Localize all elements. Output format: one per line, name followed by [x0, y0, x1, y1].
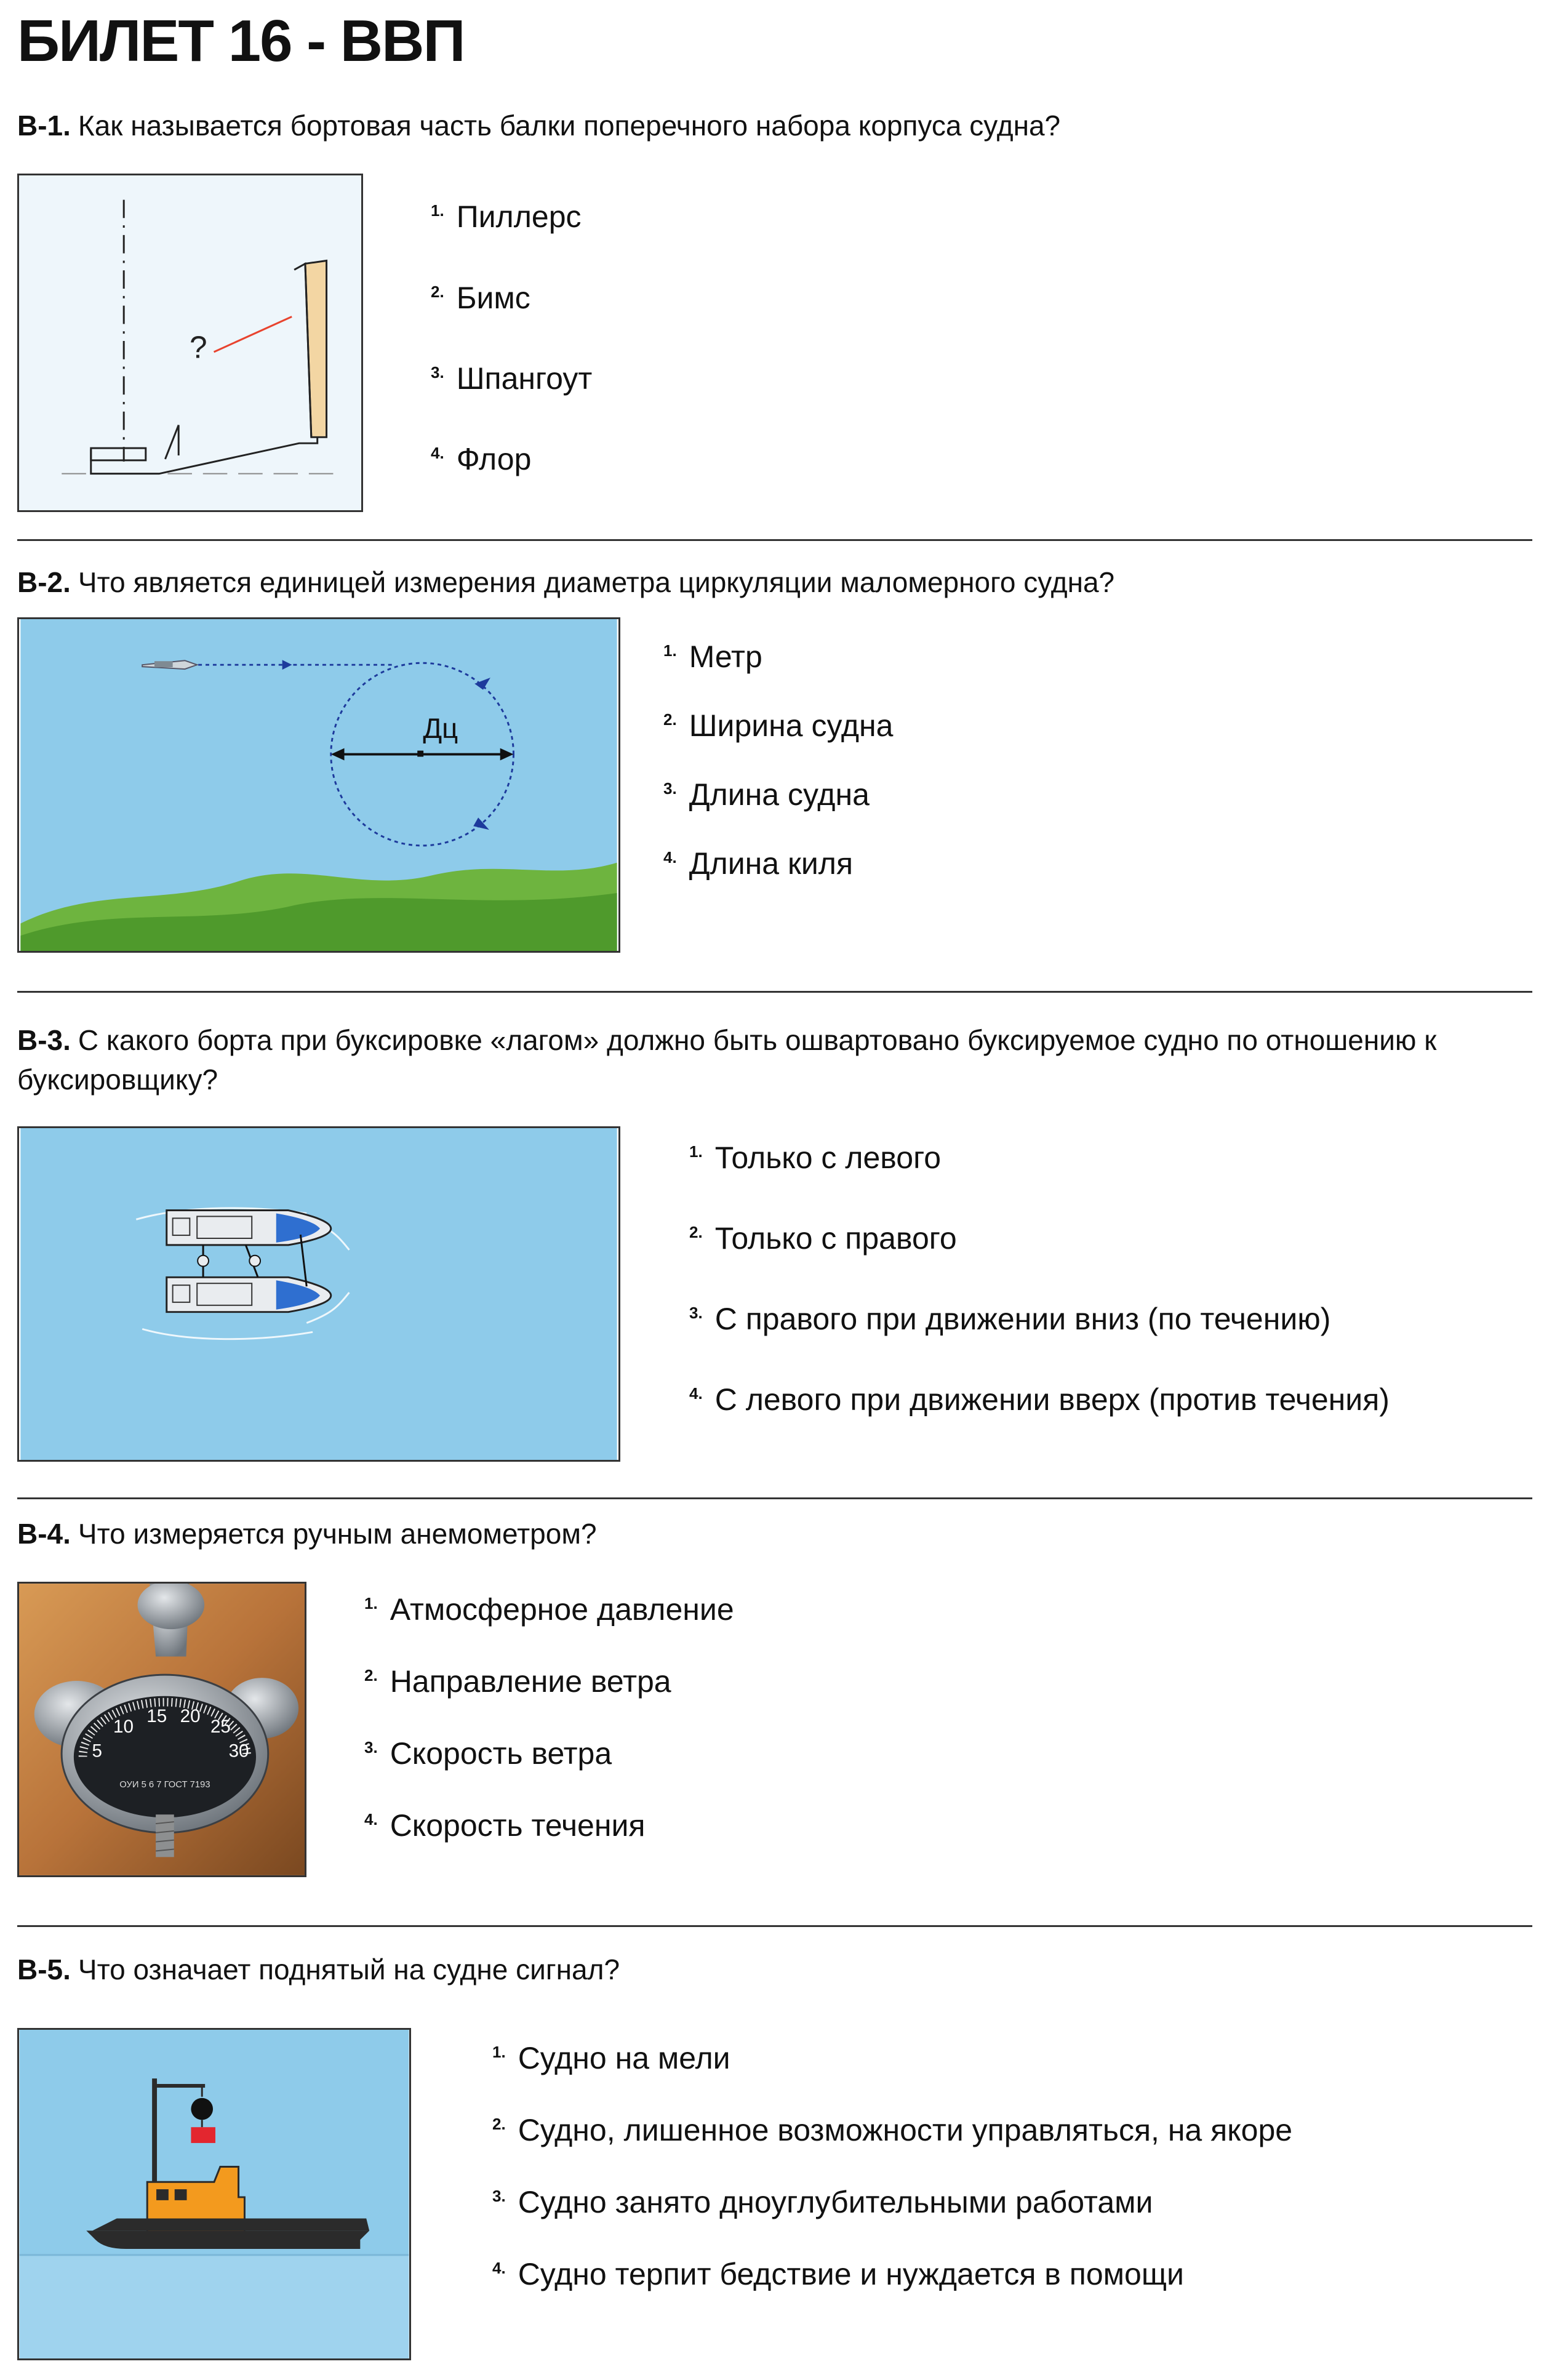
option-2[interactable]: $^{2.}$ Судно, лишенное возможности управляться, на якоре — [492, 2113, 1293, 2147]
divider — [17, 1497, 1532, 1499]
ship-signal-figure — [17, 2028, 411, 2360]
boat-top-icon — [167, 1211, 331, 1245]
option-2[interactable]: $^{2.}$ Направление ветра — [364, 1664, 671, 1699]
question-mark-label: ? — [190, 329, 207, 365]
option-4[interactable]: $^{4.}$ Скорость течения — [364, 1808, 646, 1843]
option-3[interactable]: $^{3.}$ Шпангоут — [431, 361, 593, 396]
red-flag-signal — [191, 2127, 215, 2143]
question-5 — [17, 1950, 1531, 1989]
pointer-line — [214, 316, 292, 351]
anemometer-photo — [17, 1582, 306, 1877]
option-4[interactable]: $^{4.}$ Флор — [431, 442, 532, 476]
option-2[interactable]: $^{2.}$ Ширина судна — [663, 708, 894, 743]
dial-mark: 10 — [113, 1716, 134, 1737]
page-title: БИЛЕТ 16 - ВВП — [17, 8, 465, 74]
question-number: В-5. — [17, 1953, 71, 1985]
question-1 — [17, 106, 1531, 145]
circulation-figure — [17, 617, 620, 953]
towing-alongside-drawing — [19, 1128, 618, 1460]
ship-signal-drawing — [19, 2030, 409, 2358]
option-1[interactable]: $^{1.}$ Пиллерс — [431, 199, 582, 234]
dial-mark: 25 — [210, 1716, 231, 1737]
question-number: В-3. — [17, 1024, 71, 1056]
question-number: В-1. — [17, 110, 71, 142]
question-text: Что означает поднятый на судне сигнал? — [78, 1953, 620, 1985]
keel-box — [91, 448, 146, 460]
question-text: С какого борта при буксировке «лагом» должно быть ошвартовано буксируемое судно по отношению к буксировщику? — [17, 1024, 1437, 1096]
dial-mark: 30 — [228, 1741, 249, 1761]
question-number: В-4. — [17, 1518, 71, 1550]
option-3[interactable]: $^{3.}$ Судно занято дноуглубительными работами — [492, 2185, 1153, 2219]
question-text: Что является единицей измерения диаметра циркуляции маломерного судна? — [78, 566, 1115, 598]
dial-mark: 15 — [146, 1706, 167, 1727]
option-4[interactable]: $^{4.}$ Длина киля — [663, 846, 854, 881]
option-1[interactable]: $^{1.}$ Судно на мели — [492, 2041, 730, 2075]
option-3[interactable]: $^{3.}$ С правого при движении вниз (по течению) — [689, 1302, 1331, 1336]
question-text: Что измеряется ручным анемометром? — [78, 1518, 597, 1550]
hull-section-figure — [17, 174, 363, 512]
question-3 — [17, 1020, 1531, 1099]
option-2[interactable]: $^{2.}$ Только с правого — [689, 1221, 957, 1256]
option-1[interactable]: $^{1.}$ Только с левого — [689, 1140, 942, 1175]
option-3[interactable]: $^{3.}$ Длина судна — [663, 777, 870, 812]
towing-alongside-figure — [17, 1126, 620, 1462]
divider — [17, 991, 1532, 993]
option-4[interactable]: $^{4.}$ Судно терпит бедствие и нуждается в помощи — [492, 2257, 1184, 2291]
option-1[interactable]: $^{1.}$ Атмосферное давление — [364, 1592, 734, 1627]
question-number: В-2. — [17, 566, 71, 598]
black-ball-signal — [191, 2098, 213, 2120]
hull-outline — [91, 273, 318, 473]
dial-mark: 5 — [92, 1741, 102, 1761]
question-2 — [17, 563, 1531, 602]
option-2[interactable]: $^{2.}$ Бимс — [431, 281, 530, 315]
dial-caption: ОУИ 5 6 7 ГОСТ 7193 — [119, 1779, 210, 1790]
question-text: Как называется бортовая часть балки поперечного набора корпуса судна? — [78, 110, 1061, 142]
diameter-label: Дц — [423, 712, 458, 744]
option-3[interactable]: $^{3.}$ Скорость ветра — [364, 1736, 612, 1771]
divider — [17, 1925, 1532, 1927]
option-4[interactable]: $^{4.}$ С левого при движении вверх (против течения) — [689, 1382, 1390, 1417]
dial-mark: 20 — [180, 1706, 201, 1727]
anemometer-drawing — [19, 1584, 305, 1875]
hull-section-drawing — [19, 175, 361, 510]
question-4 — [17, 1514, 1531, 1553]
ship-hull — [86, 2230, 369, 2249]
circulation-drawing — [19, 619, 618, 951]
option-1[interactable]: $^{1.}$ Метр — [663, 639, 762, 674]
divider — [17, 539, 1532, 541]
